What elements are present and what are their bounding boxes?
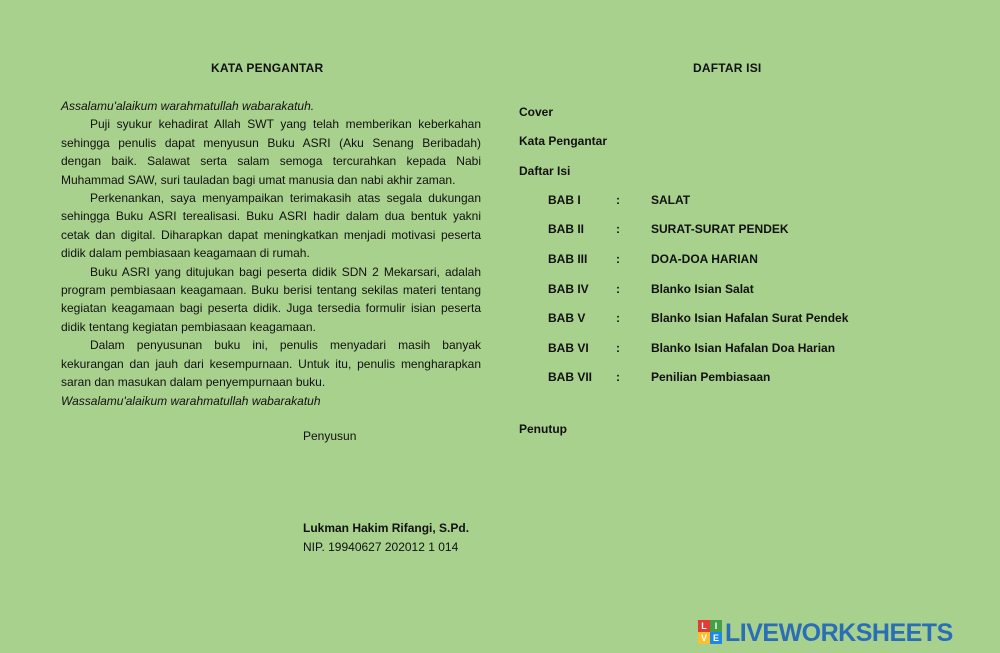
toc-item-penutup: Penutup [519,422,567,436]
logo-letter: V [698,632,710,644]
chapter-title: SALAT [651,193,691,207]
live-box-icon [698,620,722,644]
preface-paragraph: Puji syukur kehadirat Allah SWT yang telah memberikan keberkahan sehingga penulis dapat menyusun Buku ASRI (Aku Senang Beribadah) dengan baik. Salawat serta salam semoga tercurahkan kepada Nabi Muhammad SAW, suri tauladan bagi umat manusia dan nabi akhir zaman. [61,117,481,187]
toc-chapter-row [548,341,948,357]
toc-item-cover: Cover [519,105,554,119]
chapter-number: BAB IV [548,282,589,296]
chapter-separator: : [616,252,620,266]
preface-body [61,97,481,410]
toc-chapter-row [548,311,948,327]
toc-chapter-row [548,252,948,268]
closing-greeting: Wassalamu'alaikum warahmatullah wabarakatuh [61,393,321,408]
chapter-number: BAB VII [548,370,593,384]
logo-wordmark: LIVEWORKSHEETS [725,619,953,647]
toc-chapter-row [548,282,948,298]
chapter-separator: : [616,370,620,384]
preface-paragraph: Perkenankan, saya menyampaikan terimakasih atas segala dukungan sehingga Buku ASRI terealisasi. Buku ASRI hadir dalam dua bentuk yakni cetak dan digital. Diharapkan dapat meningkatkan menjadi motivasi peserta didik dalam pembiasaan keagamaan di rumah. [61,191,481,261]
logo-letter: I [710,620,722,632]
chapter-separator: : [616,341,620,355]
preface-paragraph: Dalam penyusunan buku ini, penulis menyadari masih banyak kekurangan dan jauh dari kesempurnaan. Untuk itu, penulis mengharapkan saran dan masukan dalam penyempurnaan buku. [61,338,481,390]
chapter-title: Blanko Isian Salat [651,282,754,296]
chapter-number: BAB VI [548,341,589,355]
logo-letter: L [698,620,710,632]
chapter-separator: : [616,222,620,236]
toc-item-daftar-isi: Daftar Isi [519,164,571,178]
chapter-separator: : [616,193,620,207]
chapter-title: Penilian Pembiasaan [651,370,771,384]
toc-chapter-row [548,370,948,386]
toc-chapter-row [548,193,948,209]
daftar-isi-title: DAFTAR ISI [693,61,762,75]
author-name: Lukman Hakim Rifangi, S.Pd. [303,521,470,535]
greeting: Assalamu'alaikum warahmatullah wabarakatuh. [61,99,315,113]
toc-item-kata-pengantar: Kata Pengantar [519,134,608,148]
chapter-title: Blanko Isian Hafalan Doa Harian [651,341,836,355]
preface-paragraph: Buku ASRI yang ditujukan bagi peserta didik SDN 2 Mekarsari, adalah program pembiasaan keagamaan. Buku berisi tentang sekilas materi tentang kegiatan keagamaan bagi peserta didik. Juga tersedia formulir isian peserta didik tentang kegiatan pembiasaan keagamaan. [61,264,481,334]
chapter-number: BAB III [548,252,588,266]
liveworksheets-logo [698,618,998,648]
toc-chapter-row [548,222,948,238]
chapter-number: BAB I [548,193,581,207]
chapter-title: Blanko Isian Hafalan Surat Pendek [651,311,849,325]
chapter-separator: : [616,282,620,296]
logo-letter: E [710,632,722,644]
chapter-number: BAB II [548,222,584,236]
chapter-number: BAB V [548,311,586,325]
chapter-separator: : [616,311,620,325]
author-nip: NIP. 19940627 202012 1 014 [303,540,459,554]
kata-pengantar-title: KATA PENGANTAR [211,61,324,75]
signoff-label: Penyusun [303,429,357,443]
chapter-title: DOA-DOA HARIAN [651,252,758,266]
chapter-title: SURAT-SURAT PENDEK [651,222,789,236]
